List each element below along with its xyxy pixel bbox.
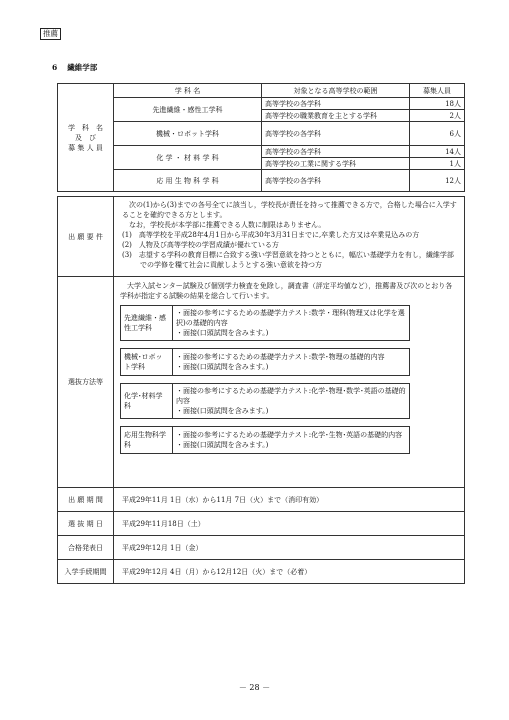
count-cell: 12人: [410, 170, 465, 192]
schedule-value: 平成29年12月 1日（金）: [114, 536, 465, 560]
schedule-value: 平成29年11月18日（土）: [114, 512, 465, 536]
section-title: 繊維学部: [67, 63, 98, 72]
selection-label: 選抜方法等: [58, 277, 114, 488]
selection-dept-name: 化学･材料学科: [121, 384, 173, 419]
application-table: [57, 196, 465, 584]
schedule-label: 合格発表日: [58, 536, 114, 560]
requirements-label: 出 願 要 件: [58, 197, 114, 277]
requirements-intro: 次の(1)から(3)までの各号全てに該当し，学校長が責任を持って推薦できる方で，合格した場合に入学することを確約できる方とします。: [122, 201, 457, 219]
dept-name: 機械・ロボット学科: [114, 122, 262, 146]
selection-dept-exam: ・面接の参考にするための基礎学力テスト:数学･物理の基礎的内容 ・面接(口頭試問を含みます。): [173, 349, 410, 376]
count-cell: 6人: [410, 122, 465, 146]
selection-intro: 大学入試センター試験及び個別学力検査を免除し，調査書（評定平均値など），推薦書及び次のとおり各学科が指定する試験の結果を総合して行います。: [120, 282, 453, 300]
selection-dept-table: [120, 305, 410, 454]
dept-name: 応 用 生 物 科 学 科: [114, 170, 262, 192]
count-cell: 2人: [410, 110, 465, 122]
requirement-item-3: (3) 志望する学科の教育目標に合致する強い学習意欲を持つとともに，幅広い基礎学力を有し，繊維学部での学修を糧て社会に貢献しようとする強い意欲を持つ方: [122, 251, 454, 269]
requirement-item-2: (2) 人物及び高等学校の学習成績が優れている方: [122, 241, 279, 249]
count-cell: 14人: [410, 146, 465, 158]
requirement-item-1: (1) 高等学校を平成28年4月1日から平成30年3月31日までに,卒業した方又は卒業見込みの方: [122, 231, 420, 239]
schedule-label: 入学手続期間: [58, 560, 114, 584]
requirements-note: なお，学校長が本学部に推薦できる人数に制限はありません。: [129, 221, 326, 229]
selection-dept-name: 先進繊維・感性工学科: [121, 306, 173, 341]
quota-row-label: 学 科 名 及 び 募 集 人 員: [58, 84, 114, 192]
scope-cell: 高等学校の各学科: [262, 170, 410, 192]
selection-dept-exam: ・面接の参考にするための基礎学力テスト:数学・理科(物理又は化学を選択)の基礎的内容 ・面接(口頭試問を含みます。): [173, 306, 410, 341]
header-count: 募集人員: [410, 84, 465, 98]
schedule-label: 出 願 期 間: [58, 488, 114, 512]
header-scope: 対象となる高等学校の範囲: [262, 84, 410, 98]
quota-table: [57, 83, 465, 192]
scope-cell: 高等学校の工業に関する学科: [262, 158, 410, 170]
selection-dept-name: 応用生物科学科: [121, 427, 173, 454]
page-number: － 28 －: [238, 683, 271, 692]
count-cell: 18人: [410, 98, 465, 110]
requirements-text: [114, 197, 465, 277]
scope-cell: 高等学校の各学科: [262, 146, 410, 158]
schedule-value: 平成29年12月 4日（月）から12月12日（火）まで（必着）: [114, 560, 465, 584]
schedule-label: 選 抜 期 日: [58, 512, 114, 536]
selection-content: [114, 277, 465, 488]
dept-name: 化 学 ・ 材 料 学 科: [114, 146, 262, 170]
dept-name: 先進繊維・感性工学科: [114, 98, 262, 122]
schedule-value: 平成29年11月 1日（水）から11月 7日（火）まで（消印有効）: [114, 488, 465, 512]
header-dept: 学 科 名: [114, 84, 262, 98]
count-cell: 1人: [410, 158, 465, 170]
scope-cell: 高等学校の各学科: [262, 122, 410, 146]
section-number: 6: [52, 63, 58, 72]
scope-cell: 高等学校の職業教育を主とする学科: [262, 110, 410, 122]
selection-dept-exam: ・面接の参考にするための基礎学力テスト:化学･物理･数学･英語の基礎的内容 ・面接(口頭試問を含みます。): [173, 384, 410, 419]
selection-dept-name: 機械･ロボット学科: [121, 349, 173, 376]
recommendation-tag: 推薦: [40, 28, 61, 40]
scope-cell: 高等学校の各学科: [262, 98, 410, 110]
selection-dept-exam: ・面接の参考にするための基礎学力テスト:化学･生物･英語の基礎的内容 ・面接(口頭試問を含みます。): [173, 427, 410, 454]
section-heading: [52, 62, 97, 73]
